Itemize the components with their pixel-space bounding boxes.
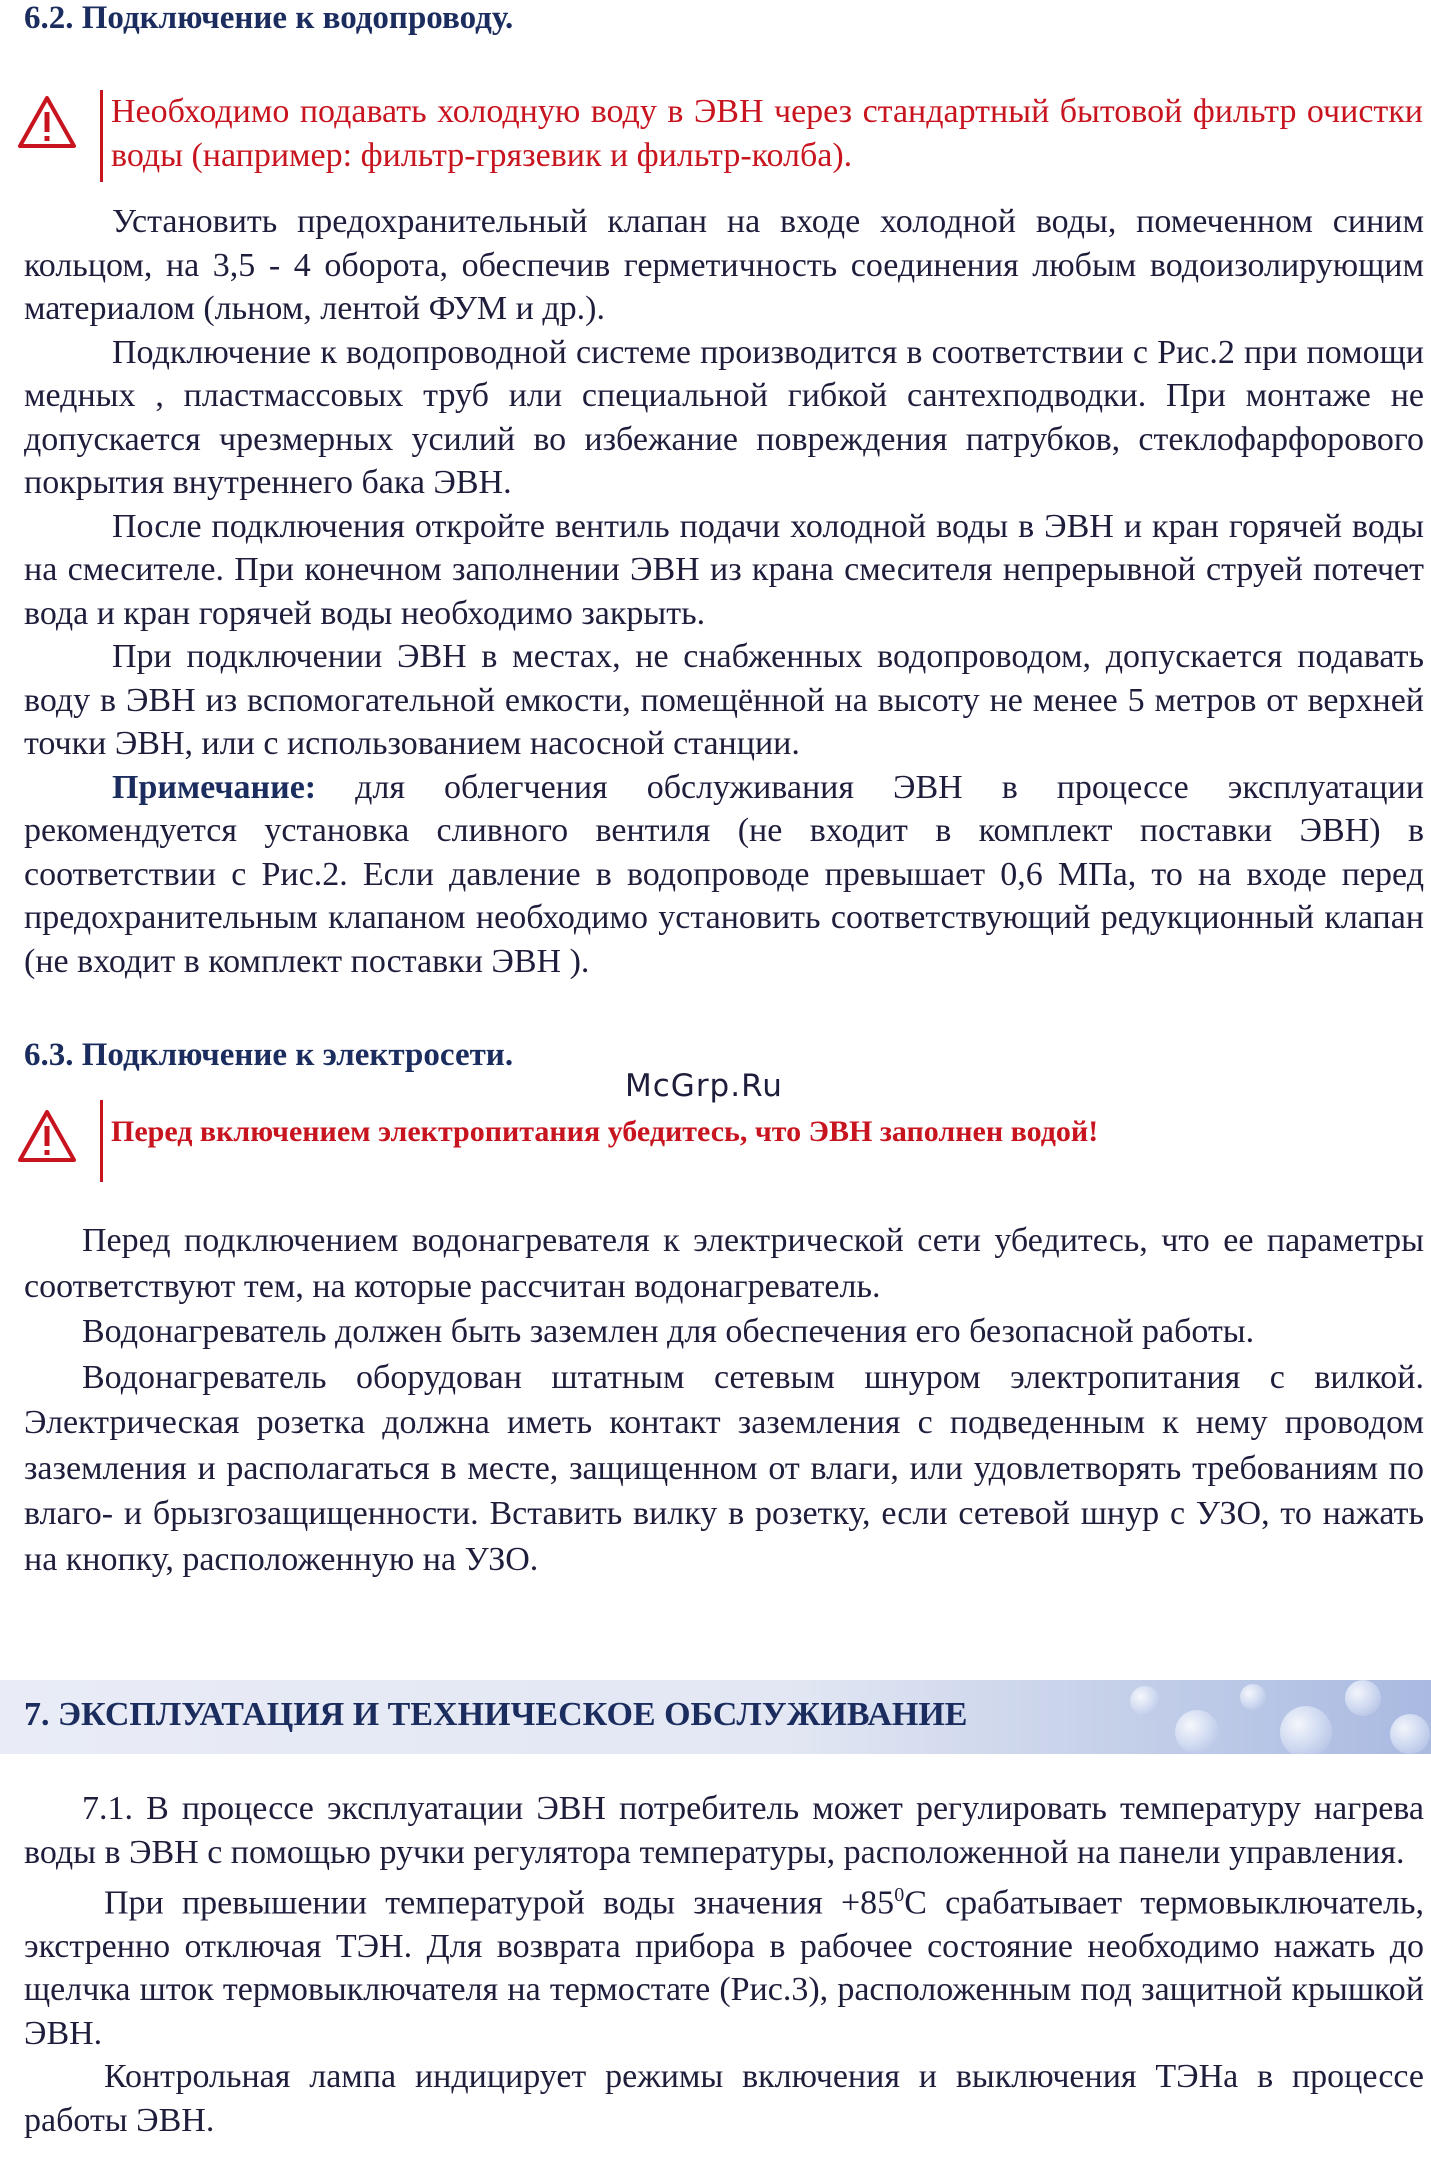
paragraph: Установить предохранительный клапан на входе холодной воды, помеченном синим кольцом, на 3,5 - 4 оборота, обеспечив герметичность соединения любым водоизолирующим материалом (льном, лентой ФУМ и др.). xyxy=(24,203,1424,327)
section-7-heading: 7. ЭКСПЛУАТАЦИЯ И ТЕХНИЧЕСКОЕ ОБСЛУЖИВАНИЕ xyxy=(24,1696,968,1733)
bubble-decoration xyxy=(1240,1684,1266,1710)
note-label: Примечание: xyxy=(112,768,317,806)
paragraph: Водонагреватель оборудован штатным сетевым шнуром электропитания с вилкой. Электрическая розетка должна иметь контакт заземления с подведенным к нему проводом заземления и располагаться в месте, защищенном от влаги, или удовлетворять требованиям по влаго- и брызгозащищенности. Вставить вилку в розетку, если сетевой шнур с УЗО, то нажать на кнопку, расположенную на УЗО. xyxy=(24,1358,1424,1578)
paragraph: При подключении ЭВН в местах, не снабженных водопроводом, допускается подавать воду в ЭВН из вспомогательной емкости, помещённой на высоту не менее 5 метров от верхней точки ЭВН, или с использованием насосной станции. xyxy=(24,638,1424,762)
paragraph xyxy=(24,1874,1424,2055)
warning-triangle-icon xyxy=(16,94,78,150)
paragraph: Перед подключением водонагревателя к электрической сети убедитесь, что ее параметры соответствуют тем, на которые рассчитан водонагреватель. xyxy=(24,1222,1424,1305)
warning-bar xyxy=(100,1100,103,1182)
power-warning-text: Перед включением электропитания убедитесь, что ЭВН заполнен водой! xyxy=(111,1115,1099,1148)
section-6-2-body xyxy=(24,200,1424,983)
section-6-3-body xyxy=(24,1218,1424,1582)
note-text: для облегчения обслуживания ЭВН в процессе эксплуатации рекомендуется установка сливного вентиля (не входит в комплект поставки ЭВН) в соответствии с Рис.2. Если давление в водопроводе превышает 0,6 МПа, то на входе перед предохранительным клапаном необходимо установить соответствующий редукционный клапан (не входит в комплект поставки ЭВН ). xyxy=(24,768,1424,980)
power-warning xyxy=(16,1100,1426,1182)
bubble-decoration xyxy=(1345,1680,1381,1716)
paragraph: После подключения откройте вентиль подачи холодной воды в ЭВН и кран горячей воды на смесителе. При конечном заполнении ЭВН из крана смесителя непрерывной струей потечет вода и кран горячей воды необходимо закрыть. xyxy=(24,507,1424,632)
water-filter-warning xyxy=(16,90,1426,182)
temperature-text: При превышении температурой воды значения +85 xyxy=(104,1884,895,1922)
paragraph: 7.1. В процессе эксплуатации ЭВН потребитель может регулировать температуру нагрева воды в ЭВН с помощью ручки регулятора температуры, расположенной на панели управления. xyxy=(24,1790,1424,1871)
bubble-decoration xyxy=(1390,1714,1430,1754)
section-7-body xyxy=(24,1787,1424,2142)
section-7-banner xyxy=(0,1680,1431,1754)
section-6-3-heading: 6.3. Подключение к электросети. xyxy=(24,1037,514,1073)
water-filter-warning-text: Необходимо подавать холодную воду в ЭВН через стандартный бытовой фильтр очистки воды (например: фильтр-грязевик и фильтр-колба). xyxy=(111,93,1423,174)
section-6-2-heading: 6.2. Подключение к водопроводу. xyxy=(24,0,514,36)
bubble-decoration xyxy=(1280,1706,1332,1754)
warning-triangle-icon xyxy=(16,1108,78,1164)
bubble-decoration xyxy=(1175,1710,1219,1754)
watermark: McGrp.Ru xyxy=(625,1068,783,1104)
degree-superscript: 0 xyxy=(894,1884,905,1906)
note-paragraph xyxy=(24,766,1424,984)
bubble-decoration xyxy=(1130,1686,1160,1716)
warning-bar xyxy=(100,90,103,182)
paragraph: Подключение к водопроводной системе производится в соответствии с Рис.2 при помощи медных , пластмассовых труб или специальной гибкой сантехподводки. При монтаже не допускается чрезмерных усилий во избежание повреждения патрубков, стеклофарфорового покрытия внутреннего бака ЭВН. xyxy=(24,333,1424,501)
thermal-switch-text: С срабатывает термовыключатель, экстренно отключая ТЭН. Для возврата прибора в рабочее состояние необходимо нажать до щелчка шток термовыключателя на термостате (Рис.3), расположенным под защитной крышкой ЭВН. xyxy=(24,1884,1425,2052)
paragraph: Водонагреватель должен быть заземлен для обеспечения его безопасной работы. xyxy=(82,1313,1255,1350)
paragraph: Контрольная лампа индицирует режимы включения и выключения ТЭНа в процессе работы ЭВН. xyxy=(24,2058,1424,2139)
